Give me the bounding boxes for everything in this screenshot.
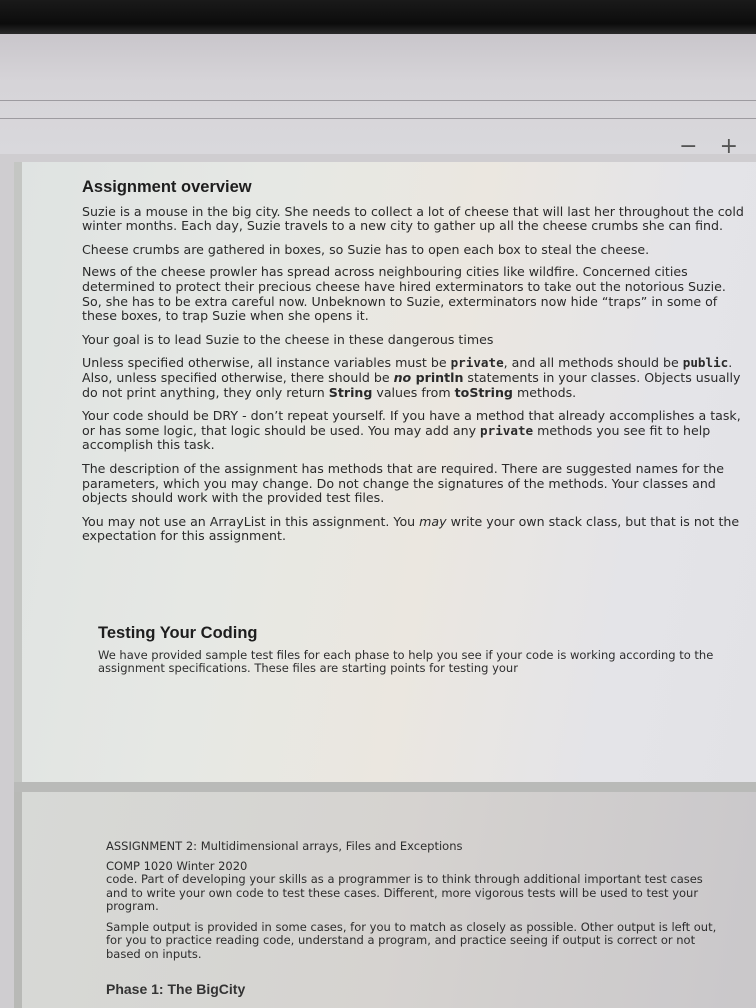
- code-keyword: private: [450, 355, 504, 371]
- emphasis: println: [411, 369, 464, 385]
- section-heading: Assignment overview: [82, 178, 252, 196]
- document-page-1: [14, 162, 756, 782]
- paragraph: The description of the assignment has methods that are required. There are suggested names for the parameters, which you may change. Do not change the signatures of the methods. Your classes and objects should work with the provided test files.: [82, 460, 724, 506]
- paragraph: Sample output is provided in some cases, for you to match as closely as possible. Other output is left out, for you to practice reading code, understand a program, and practice seeing if output is correct or not based on inputs.: [106, 919, 717, 961]
- viewer-toolbar-area: [0, 34, 756, 154]
- code-keyword: public: [682, 355, 729, 371]
- emphasis: may: [419, 513, 447, 529]
- text: Your code should be DRY - don’t repeat yourself. If you have a method that already accomplishes a task, or has some logic, that logic should be used. You may add any: [82, 408, 741, 438]
- paragraph: Suzie is a mouse in the big city. She needs to collect a lot of cheese that will last her throughout the cold winter months. Each day, Suzie travels to a new city to gather up all the cheese crumbs she can find.: [82, 203, 744, 234]
- monitor-bezel: [0, 0, 756, 34]
- running-header-title: ASSIGNMENT 2: Multidimensional arrays, Files and Exceptions: [106, 839, 463, 853]
- divider: [0, 118, 756, 119]
- text: methods you see fit to help accomplish this task.: [82, 422, 711, 453]
- text: statements in your classes. Objects usually do not print anything, they only return: [82, 369, 741, 400]
- text: write your own stack class, but that is not the expectation for this assignment.: [82, 513, 740, 544]
- paragraph: Your goal is to lead Suzie to the cheese in these dangerous times: [82, 331, 494, 347]
- arraylist-paragraph: [82, 515, 747, 544]
- phase-heading: Phase 1: The BigCity: [106, 981, 246, 997]
- emphasis: toString: [454, 384, 513, 400]
- running-header-course: COMP 1020 Winter 2020: [106, 858, 248, 873]
- text: Unless specified otherwise, all instance variables must be: [82, 355, 451, 371]
- text: values from: [372, 384, 455, 400]
- testing-section: [98, 626, 718, 676]
- page-2-content: [106, 840, 721, 997]
- paragraph: code. Part of developing your skills as a programmer is to think through additional important test cases and to write your own code to test these cases. Different, more vigorous tests will be used to test your program.: [106, 872, 703, 913]
- overview-section: [82, 180, 747, 544]
- code-keyword: private: [480, 422, 534, 438]
- divider: [0, 100, 756, 101]
- zoom-out-button[interactable]: −: [679, 134, 698, 159]
- text: . Also, unless specified otherwise, there should be: [82, 355, 733, 385]
- section-heading: Testing Your Coding: [98, 624, 258, 642]
- text: methods.: [512, 384, 577, 400]
- text: , and all methods should be: [503, 355, 683, 371]
- zoom-in-button[interactable]: +: [719, 134, 738, 159]
- zoom-controls: [679, 136, 738, 158]
- rules-paragraph: [82, 356, 747, 400]
- paragraph: Cheese crumbs are gathered in boxes, so Suzie has to open each box to steal the cheese.: [82, 241, 650, 257]
- page-separator: [14, 782, 756, 792]
- document-page-2: [14, 792, 756, 1008]
- emphasis: String: [328, 384, 373, 400]
- text: You may not use an ArrayList in this assignment. You: [82, 513, 420, 529]
- dry-paragraph: [82, 409, 747, 453]
- paragraph: We have provided sample test files for each phase to help you see if your code is working according to the assignment specifications. These files are starting points for testing your: [98, 647, 714, 676]
- paragraph: News of the cheese prowler has spread across neighbouring cities like wildfire. Concerned cities determined to protect their precious cheese have hired exterminators to take out the notorious Suzie. So, she has to be extra careful now. Unbeknown to Suzie, exterminators now hide “traps” in some of these boxes, to trap Suzie when she opens it.: [82, 264, 726, 324]
- emphasis: no: [393, 369, 412, 385]
